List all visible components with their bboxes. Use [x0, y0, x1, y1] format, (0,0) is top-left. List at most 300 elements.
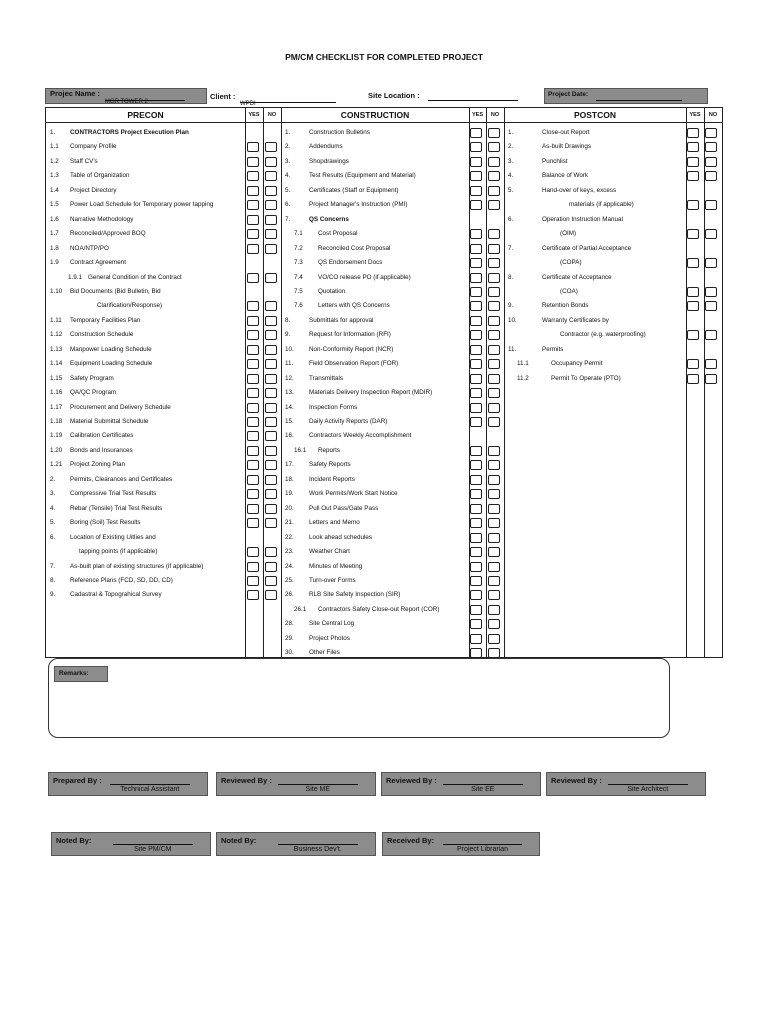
construction-no-checkbox[interactable]: [488, 475, 500, 485]
precon-item: [50, 430, 133, 442]
construction-item: [285, 185, 398, 197]
postcon-yes-checkbox[interactable]: [687, 142, 699, 152]
construction-yes-checkbox[interactable]: [470, 518, 482, 528]
construction-item: [285, 575, 356, 587]
postcon-item: [508, 141, 591, 153]
precon-no-checkbox[interactable]: [265, 359, 277, 369]
construction-no-header: NO: [490, 112, 500, 118]
postcon-yes-checkbox[interactable]: [687, 128, 699, 138]
precon-item-number: 1.2: [50, 157, 59, 165]
precon-item-label: Project Directory: [70, 186, 117, 194]
precon-yes-checkbox[interactable]: [247, 504, 259, 514]
construction-no-checkbox[interactable]: [488, 547, 500, 557]
construction-yes-checkbox[interactable]: [470, 562, 482, 572]
construction-yes-checkbox[interactable]: [470, 301, 482, 311]
construction-no-checkbox[interactable]: [488, 287, 500, 297]
precon-yes-checkbox[interactable]: [247, 576, 259, 586]
construction-item-label: Reconciled Cost Proposal: [318, 244, 391, 252]
precon-item: [50, 474, 172, 486]
precon-yes-checkbox[interactable]: [247, 273, 259, 283]
postcon-item: [508, 127, 590, 139]
construction-item-number: 1.: [285, 129, 291, 136]
precon-item-label: Permits, Clearances and Certificates: [70, 475, 173, 483]
precon-item: [50, 257, 126, 269]
postcon-item-label: Permits: [542, 345, 564, 353]
postcon-item-number: 11.2: [517, 374, 529, 382]
precon-item-number: 1.6: [50, 215, 59, 223]
construction-no-checkbox[interactable]: [488, 562, 500, 572]
client-value: WPDI: [240, 101, 256, 107]
precon-yes-checkbox[interactable]: [247, 460, 259, 470]
construction-yes-checkbox[interactable]: [470, 374, 482, 384]
precon-item-label: Boring (Soil) Test Results: [70, 519, 141, 527]
construction-no-checkbox[interactable]: [488, 244, 500, 254]
row1-signature-box[interactable]: [381, 772, 541, 796]
project-date-field[interactable]: [596, 90, 682, 101]
precon-yes-checkbox[interactable]: [247, 186, 259, 196]
construction-no-checkbox[interactable]: [488, 417, 500, 427]
construction-yes-checkbox[interactable]: [470, 345, 482, 355]
construction-yes-checkbox[interactable]: [470, 547, 482, 557]
construction-yes-checkbox[interactable]: [470, 258, 482, 268]
precon-yes-checkbox[interactable]: [247, 475, 259, 485]
precon-item-number: 1.19: [50, 432, 63, 440]
precon-item-label: QA/QC Program: [70, 389, 117, 397]
construction-item-label: Transmittals: [309, 374, 344, 382]
precon-item-label: Bonds and Insurances: [70, 446, 133, 454]
construction-yes-checkbox[interactable]: [470, 475, 482, 485]
postcon-item-label: Punchlist: [542, 157, 568, 165]
precon-no-checkbox[interactable]: [265, 388, 277, 398]
construction-no-checkbox[interactable]: [488, 258, 500, 268]
precon-item: [50, 575, 173, 587]
construction-yes-header: YES: [471, 112, 483, 118]
construction-item-label: Other Files: [309, 649, 340, 657]
construction-no-checkbox[interactable]: [488, 403, 500, 413]
construction-item-label: Non-Conformity Report (NCR): [309, 345, 394, 353]
construction-yes-checkbox[interactable]: [470, 157, 482, 167]
construction-item-number: 23.: [285, 548, 294, 556]
postcon-yes-checkbox[interactable]: [687, 359, 699, 369]
construction-item-number: 15.: [285, 418, 294, 425]
construction-item-label: Daily Activity Reports (DAR): [309, 418, 388, 425]
signature-line: [443, 784, 523, 785]
precon-item-number: 1.12: [50, 331, 63, 339]
construction-no-checkbox[interactable]: [488, 533, 500, 543]
construction-item-number: 14.: [285, 403, 294, 411]
precon-item-number: 1.: [50, 129, 56, 136]
construction-item-number: 8.: [285, 316, 291, 324]
construction-no-checkbox[interactable]: [488, 273, 500, 283]
precon-yes-header: YES: [248, 112, 260, 118]
construction-no-checkbox[interactable]: [488, 316, 500, 326]
construction-no-checkbox[interactable]: [488, 634, 500, 644]
precon-item-label: Location of Existing Uitlies and: [70, 533, 156, 541]
precon-yes-checkbox[interactable]: [247, 301, 259, 311]
construction-no-checkbox[interactable]: [488, 157, 500, 167]
precon-no-checkbox[interactable]: [265, 142, 277, 152]
construction-no-checkbox[interactable]: [488, 489, 500, 499]
postcon-item-label: Warranty Certificates by: [542, 316, 609, 324]
construction-header: CONSTRUCTION: [340, 110, 410, 120]
precon-item-number: 1.17: [50, 403, 63, 411]
construction-item-label: Minutes of Meeting: [309, 562, 363, 570]
construction-yes-checkbox[interactable]: [470, 287, 482, 297]
precon-no-checkbox[interactable]: [265, 576, 277, 586]
construction-item: [285, 156, 349, 168]
construction-yes-checkbox[interactable]: [470, 388, 482, 398]
construction-yes-checkbox[interactable]: [470, 648, 482, 658]
construction-yes-checkbox[interactable]: [470, 460, 482, 470]
checklist-table: [45, 107, 723, 658]
precon-item-label: Table of Organization: [70, 172, 130, 180]
signature-line: [113, 844, 193, 845]
construction-no-checkbox[interactable]: [488, 200, 500, 210]
page-title: PM/CM CHECKLIST FOR COMPLETED PROJECT: [285, 52, 483, 62]
construction-no-checkbox[interactable]: [488, 446, 500, 456]
construction-no-checkbox[interactable]: [488, 359, 500, 369]
precon-yes-checkbox[interactable]: [247, 244, 259, 254]
construction-yes-checkbox[interactable]: [470, 142, 482, 152]
construction-yes-checkbox[interactable]: [470, 619, 482, 629]
precon-item-label: Cadastral & Topograhical Survey: [70, 591, 162, 599]
construction-no-checkbox[interactable]: [488, 605, 500, 615]
construction-item-label: Site Central Log: [309, 620, 355, 628]
precon-yes-checkbox[interactable]: [247, 316, 259, 326]
precon-no-checkbox[interactable]: [265, 374, 277, 384]
construction-item-number: 10.: [285, 345, 294, 353]
postcon-no-checkbox[interactable]: [705, 200, 717, 210]
postcon-no-checkbox[interactable]: [705, 301, 717, 311]
precon-item-label: NOA/NTP/PO: [70, 244, 109, 252]
postcon-no-checkbox[interactable]: [705, 157, 717, 167]
construction-no-checkbox[interactable]: [488, 330, 500, 340]
construction-item-number: 28.: [285, 620, 294, 628]
precon-yes-checkbox[interactable]: [247, 590, 259, 600]
precon-yes-checkbox[interactable]: [247, 562, 259, 572]
precon-yes-checkbox[interactable]: [247, 403, 259, 413]
precon-no-checkbox[interactable]: [265, 518, 277, 528]
construction-no-checkbox[interactable]: [488, 186, 500, 196]
postcon-no-checkbox[interactable]: [705, 258, 717, 268]
postcon-yes-checkbox[interactable]: [687, 229, 699, 239]
precon-yes-checkbox[interactable]: [247, 330, 259, 340]
precon-item: [50, 459, 125, 471]
precon-item-label: Compressive Trial Test Results: [70, 490, 157, 498]
precon-no-checkbox[interactable]: [265, 157, 277, 167]
construction-item-number: 24.: [285, 562, 294, 570]
precon-yes-checkbox[interactable]: [247, 446, 259, 456]
postcon-item: [508, 272, 612, 284]
construction-yes-checkbox[interactable]: [470, 273, 482, 283]
precon-item: [50, 214, 133, 226]
postcon-yes-checkbox[interactable]: [687, 330, 699, 340]
postcon-item: [526, 228, 576, 240]
construction-no-checkbox[interactable]: [488, 374, 500, 384]
precon-item-label: General Condition of the Contract: [88, 273, 182, 281]
site-location-field[interactable]: [428, 90, 518, 101]
construction-no-checkbox[interactable]: [488, 648, 500, 658]
precon-yes-checkbox[interactable]: [247, 157, 259, 167]
signature-line: [278, 844, 358, 845]
postcon-no-checkbox[interactable]: [705, 287, 717, 297]
construction-item-number: 7.: [285, 215, 291, 223]
precon-item: [59, 546, 157, 558]
precon-no-checkbox[interactable]: [265, 417, 277, 427]
construction-yes-checkbox[interactable]: [470, 359, 482, 369]
postcon-item-label: Retention Bonds: [542, 302, 589, 310]
signature-role: Site EE: [471, 786, 495, 793]
signature-role: Technical Assistant: [120, 786, 180, 793]
postcon-yes-checkbox[interactable]: [687, 171, 699, 181]
precon-yes-checkbox[interactable]: [247, 215, 259, 225]
signature-label: Reviewed By :: [221, 776, 272, 785]
remarks-label: Remarks:: [54, 666, 108, 682]
signature-role: Site Architect: [627, 786, 669, 793]
construction-no-checkbox[interactable]: [488, 345, 500, 355]
construction-item: [294, 604, 439, 616]
precon-item-number: 1.13: [50, 345, 63, 353]
postcon-item-number: 10.: [508, 316, 517, 324]
precon-item: [50, 156, 98, 168]
precon-no-checkbox[interactable]: [265, 215, 277, 225]
precon-no-checkbox[interactable]: [265, 489, 277, 499]
construction-item-label: Pull Out Pass/Gate Pass: [309, 504, 379, 512]
postcon-yes-checkbox[interactable]: [687, 287, 699, 297]
row1-signature-box[interactable]: [216, 772, 376, 796]
row2-signature-box[interactable]: [216, 832, 376, 856]
postcon-item: [508, 243, 631, 255]
precon-item: [50, 387, 116, 399]
precon-yes-checkbox[interactable]: [247, 345, 259, 355]
precon-item-label: Calibration Certificates: [70, 432, 134, 440]
precon-item-label: Reconciled/Approved BOQ: [70, 230, 146, 238]
construction-item: [285, 199, 408, 211]
construction-yes-checkbox[interactable]: [470, 186, 482, 196]
construction-item-label: VO/CO release PO (if applicable): [318, 273, 411, 281]
precon-item: [50, 517, 141, 529]
row2-signature-box[interactable]: [382, 832, 540, 856]
postcon-yes-checkbox[interactable]: [687, 374, 699, 384]
postcon-item-number: 2.: [508, 143, 514, 151]
postcon-no-checkbox[interactable]: [705, 142, 717, 152]
construction-no-checkbox[interactable]: [488, 171, 500, 181]
precon-item: [50, 532, 156, 544]
row2-signature-box[interactable]: [51, 832, 211, 856]
construction-no-checkbox[interactable]: [488, 504, 500, 514]
precon-item: [50, 185, 117, 197]
construction-item: [285, 141, 343, 153]
postcon-yes-checkbox[interactable]: [687, 200, 699, 210]
construction-item: [285, 633, 350, 645]
client-field[interactable]: [240, 92, 336, 107]
construction-no-checkbox[interactable]: [488, 128, 500, 138]
construction-no-checkbox[interactable]: [488, 229, 500, 239]
construction-no-checkbox[interactable]: [488, 301, 500, 311]
precon-yes-checkbox[interactable]: [247, 388, 259, 398]
precon-item-number: 1.11: [50, 316, 62, 324]
construction-yes-checkbox[interactable]: [470, 446, 482, 456]
precon-yes-checkbox[interactable]: [247, 547, 259, 557]
precon-no-checkbox[interactable]: [265, 403, 277, 413]
precon-no-checkbox[interactable]: [265, 345, 277, 355]
construction-item-number: 29.: [285, 634, 294, 642]
postcon-no-checkbox[interactable]: [705, 330, 717, 340]
construction-item: [285, 127, 370, 139]
precon-no-checkbox[interactable]: [265, 186, 277, 196]
precon-yes-checkbox[interactable]: [247, 489, 259, 499]
construction-item-number: 7.6: [294, 302, 303, 310]
construction-item-number: 5.: [285, 186, 291, 194]
construction-yes-checkbox[interactable]: [470, 200, 482, 210]
postcon-yes-checkbox[interactable]: [687, 258, 699, 268]
precon-no-checkbox[interactable]: [265, 460, 277, 470]
construction-item: [285, 589, 400, 601]
precon-no-checkbox[interactable]: [265, 547, 277, 557]
precon-no-checkbox[interactable]: [265, 446, 277, 456]
precon-item-number: 1.18: [50, 418, 63, 425]
construction-item-label: Look ahead schedules: [309, 533, 373, 541]
construction-item: [294, 286, 345, 298]
row1-signature-box[interactable]: [546, 772, 706, 796]
postcon-item: [508, 300, 589, 312]
precon-no-checkbox[interactable]: [265, 330, 277, 340]
construction-yes-checkbox[interactable]: [470, 403, 482, 413]
construction-yes-checkbox[interactable]: [470, 576, 482, 586]
precon-yes-checkbox[interactable]: [247, 171, 259, 181]
precon-item-number: 1.5: [50, 201, 59, 209]
construction-yes-checkbox[interactable]: [470, 533, 482, 543]
construction-item-number: 21.: [285, 519, 294, 527]
construction-item-label: Submittals for approval: [309, 316, 374, 324]
postcon-item-label: (OIM): [560, 230, 577, 238]
precon-item: [50, 315, 140, 327]
construction-yes-checkbox[interactable]: [470, 590, 482, 600]
construction-item-label: Safety Reports: [309, 461, 351, 469]
precon-item-label: Narrative Methodology: [70, 215, 134, 223]
precon-item: [50, 373, 114, 385]
postcon-item-number: 6.: [508, 215, 514, 223]
remarks-box[interactable]: [48, 658, 670, 738]
construction-no-checkbox[interactable]: [488, 388, 500, 398]
postcon-no-checkbox[interactable]: [705, 359, 717, 369]
construction-yes-checkbox[interactable]: [470, 417, 482, 427]
postcon-item-number: 11.: [508, 345, 517, 353]
precon-no-checkbox[interactable]: [265, 316, 277, 326]
construction-yes-checkbox[interactable]: [470, 605, 482, 615]
construction-item-label: Work Permits/Work Start Notice: [309, 490, 398, 498]
precon-no-checkbox[interactable]: [265, 562, 277, 572]
construction-no-checkbox[interactable]: [488, 590, 500, 600]
postcon-no-checkbox[interactable]: [705, 229, 717, 239]
precon-no-checkbox[interactable]: [265, 244, 277, 254]
construction-item: [285, 618, 354, 630]
construction-item-number: 30.: [285, 649, 294, 657]
construction-yes-checkbox[interactable]: [470, 634, 482, 644]
row1-signature-box[interactable]: [48, 772, 208, 796]
precon-no-checkbox[interactable]: [265, 273, 277, 283]
construction-yes-checkbox[interactable]: [470, 128, 482, 138]
precon-yes-checkbox[interactable]: [247, 374, 259, 384]
precon-item-label: Temporary Facilities Plan: [70, 316, 141, 324]
postcon-item-label: Hand-over of keys, excess: [542, 186, 617, 194]
precon-item-number: 9.: [50, 591, 56, 599]
construction-no-checkbox[interactable]: [488, 142, 500, 152]
construction-no-checkbox[interactable]: [488, 460, 500, 470]
precon-yes-checkbox[interactable]: [247, 359, 259, 369]
construction-item: [285, 373, 343, 385]
precon-no-checkbox[interactable]: [265, 431, 277, 441]
precon-no-checkbox[interactable]: [265, 229, 277, 239]
precon-item: [50, 127, 189, 139]
construction-no-checkbox[interactable]: [488, 619, 500, 629]
precon-yes-checkbox[interactable]: [247, 229, 259, 239]
postcon-yes-header: YES: [689, 112, 701, 118]
construction-yes-checkbox[interactable]: [470, 244, 482, 254]
precon-yes-checkbox[interactable]: [247, 431, 259, 441]
postcon-yes-checkbox[interactable]: [687, 157, 699, 167]
postcon-item: [535, 199, 634, 211]
precon-no-checkbox[interactable]: [265, 475, 277, 485]
precon-no-checkbox[interactable]: [265, 504, 277, 514]
construction-item-label: Construction Bulletins: [309, 129, 370, 136]
precon-yes-checkbox[interactable]: [247, 142, 259, 152]
postcon-yes-checkbox[interactable]: [687, 301, 699, 311]
construction-no-checkbox[interactable]: [488, 576, 500, 586]
construction-yes-checkbox[interactable]: [470, 330, 482, 340]
construction-yes-checkbox[interactable]: [470, 504, 482, 514]
construction-item-number: 25.: [285, 576, 294, 584]
postcon-item-number: 1.: [508, 129, 514, 136]
construction-item-number: 4.: [285, 172, 291, 180]
precon-item-label: CONTRACTORS Project Execution Plan: [70, 129, 189, 136]
precon-item-label: Manpower Loading Schedule: [70, 345, 152, 353]
construction-item: [285, 315, 373, 327]
signature-label: Received By:: [387, 836, 435, 845]
precon-item: [50, 402, 171, 414]
construction-no-checkbox[interactable]: [488, 518, 500, 528]
precon-yes-checkbox[interactable]: [247, 518, 259, 528]
precon-yes-checkbox[interactable]: [247, 417, 259, 427]
precon-no-checkbox[interactable]: [265, 171, 277, 181]
precon-no-checkbox[interactable]: [265, 301, 277, 311]
precon-item: [50, 170, 130, 182]
construction-item-label: Test Results (Equipment and Material): [309, 172, 416, 180]
precon-yes-checkbox[interactable]: [247, 200, 259, 210]
signature-line: [608, 784, 688, 785]
postcon-item-number: 5.: [508, 186, 514, 194]
construction-item: [294, 257, 382, 269]
precon-item-label: Safety Program: [70, 374, 114, 382]
project-name-field[interactable]: [105, 90, 185, 105]
construction-item: [285, 561, 362, 573]
precon-item: [50, 488, 156, 500]
precon-item-number: 1.9: [50, 259, 59, 267]
construction-yes-checkbox[interactable]: [470, 171, 482, 181]
construction-yes-checkbox[interactable]: [470, 229, 482, 239]
postcon-no-checkbox[interactable]: [705, 374, 717, 384]
precon-no-checkbox[interactable]: [265, 200, 277, 210]
construction-yes-checkbox[interactable]: [470, 489, 482, 499]
precon-item-label: Construction Schedule: [70, 331, 134, 339]
postcon-no-checkbox[interactable]: [705, 128, 717, 138]
construction-item-label: Letters and Memo: [309, 519, 360, 527]
postcon-no-checkbox[interactable]: [705, 171, 717, 181]
project-name-value: MGR TOWER 2: [105, 99, 148, 105]
signature-line: [110, 784, 190, 785]
construction-yes-checkbox[interactable]: [470, 316, 482, 326]
precon-no-checkbox[interactable]: [265, 590, 277, 600]
